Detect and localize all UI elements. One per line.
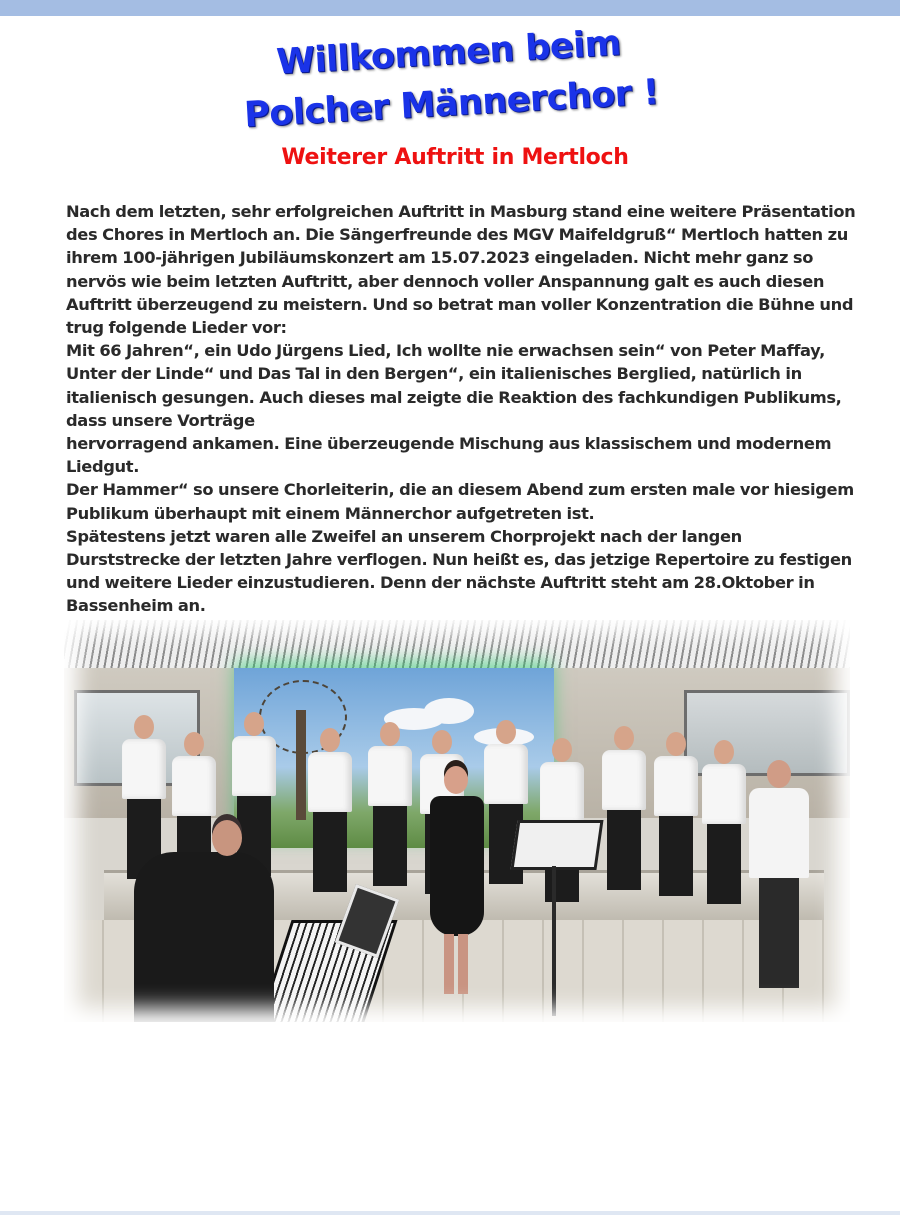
photo-tree-trunk xyxy=(296,710,306,820)
photo-singer xyxy=(602,726,646,890)
welcome-heading xyxy=(178,13,723,145)
photo-conductor-head xyxy=(444,766,468,794)
photo-singer xyxy=(654,732,698,896)
photo-conductor xyxy=(430,796,484,936)
article-paragraph: Spätestens jetzt waren alle Zweifel an unserem Chorprojekt nach der langen Durststrecke der letzten Jahre verflogen. Nun heißt es, das jetzige Repertoire zu festigen und weitere Lieder einzustudieren. Denn der nächste Auftritt steht am 28.Oktober in Bassenheim an. xyxy=(66,526,852,616)
welcome-line-1: Willkommen beim xyxy=(275,23,622,83)
article-paragraph: Nach dem letzten, sehr erfolgreichen Auftritt in Masburg stand eine weitere Präsentation des Chores in Mertloch an. Die Sängerfreunde des MGV Maifeldgruß“ Mertloch hatten zu ihrem 100-jährigen Jubiläumskonzert am 15.07.2023 eingeladen. Nicht mehr ganz so nervös wie beim letzten Auftritt, aber dennoch voller Anspannung galt es auch diesen Auftritt überzeugend zu meistern. Und so betrat man voller Konzentration die Bühne und trug folgende Lieder vor: xyxy=(66,202,856,338)
welcome-line-2: Polcher Männerchor ! xyxy=(243,72,660,136)
bottom-bar xyxy=(0,1211,900,1215)
article-body xyxy=(66,200,856,618)
top-bar xyxy=(0,0,900,16)
photo-cloud xyxy=(424,698,474,724)
photo-singer xyxy=(368,722,412,886)
photo-speaker-with-microphone xyxy=(749,760,809,990)
photo-singer xyxy=(308,728,352,892)
article-paragraph: Mit 66 Jahren“, ein Udo Jürgens Lied, Ich wollte nie erwachsen sein“ von Peter Maffay, Unter der Linde“ und Das Tal in den Bergen“, ein italienisches Berglied, natürlich in italienisch gesungen. Auch dieses mal zeigte die Reaktion des fachkundigen Publikums, dass unsere Vorträge xyxy=(66,341,842,430)
photo-music-stand-pole xyxy=(552,866,556,1016)
choir-photo xyxy=(64,620,850,1022)
photo-pianist xyxy=(134,852,274,1022)
article-paragraph: hervorragend ankamen. Eine überzeugende Mischung aus klassischem und modernem Liedgut. xyxy=(66,434,832,477)
photo-ceiling xyxy=(64,620,850,668)
photo-music-stand xyxy=(510,820,603,870)
photo-singer xyxy=(702,740,746,904)
photo-conductor-legs xyxy=(444,934,468,994)
article-paragraph: Der Hammer“ so unsere Chorleiterin, die an diesem Abend zum ersten male vor hiesigem Publikum überhaupt mit einem Männerchor aufgetreten ist. xyxy=(66,480,854,523)
photo-pianist-head xyxy=(212,820,242,856)
article-title: Weiterer Auftritt in Mertloch xyxy=(281,145,629,170)
